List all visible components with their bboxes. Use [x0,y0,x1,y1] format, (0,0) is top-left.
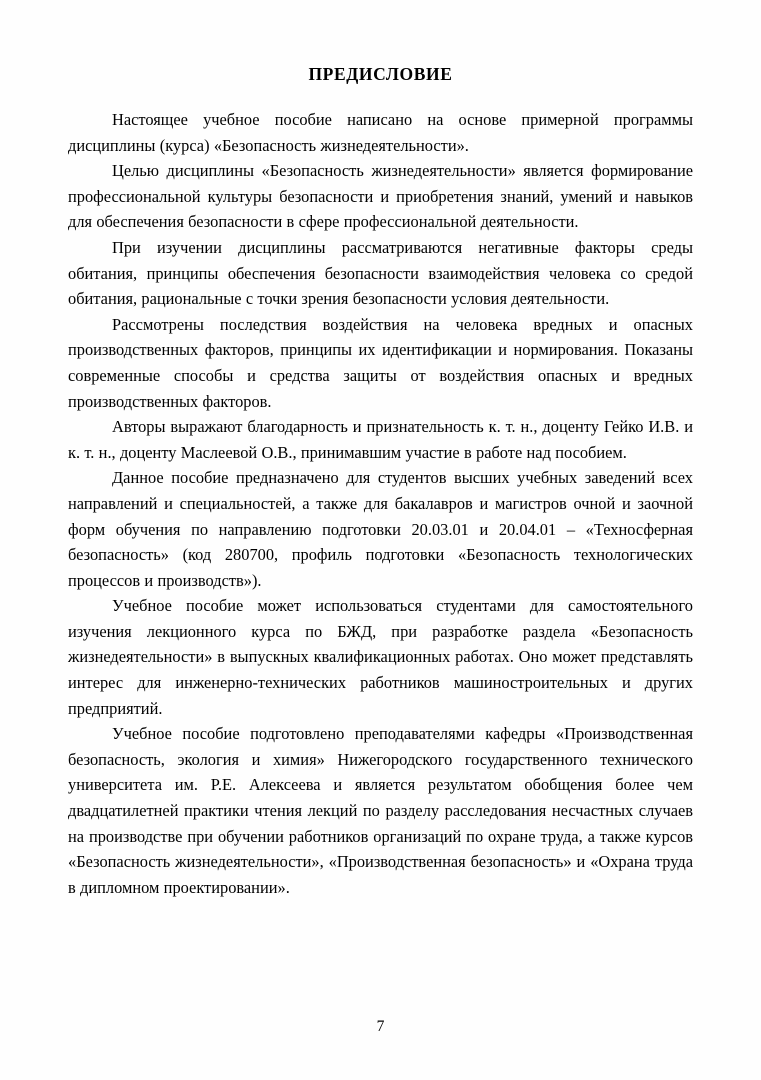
page-content [68,64,693,900]
paragraph: При изучении дисциплины рассматриваются негативные факторы среды обитания, принципы обеспечения безопасности взаимодействия человека со средой обитания, рациональные с точки зрения безопасности условия деятельности. [68,237,693,309]
page-number: 7 [376,1018,385,1035]
paragraph: Целью дисциплины «Безопасность жизнедеятельности» является формирование профессиональной культуры безопасности и приобретения знаний, умений и навыков для обеспечения безопасности в сфере профессиональной деятельности. [68,161,693,232]
paragraph: Данное пособие предназначено для студентов высших учебных заведений всех направлений и специальностей, а также для бакалавров и магистров очной и заочной форм обучения по направлению подготовки 20.03.01 и 20.04.01 – «Техносферная безопасность» (код 280700, профиль подготовки «Безопасность технологических процессов и производств»). [68,468,693,590]
paragraph: Рассмотрены последствия воздействия на человека вредных и опасных производственных факторов, принципы их идентификации и нормирования. Показаны современные способы и средства защиты от воздействия опасных и вредных производственных факторов. [68,314,693,411]
paragraph: Учебное пособие подготовлено преподавателями кафедры «Производственная безопасность, экология и химия» Нижегородского государственного технического университета им. Р.Е. Алексеева и является результатом обобщения более чем двадцатилетней практики чтения лекций по разделу расследования несчастных случаев на производстве при обучении работников организаций по охране труда, а также курсов «Безопасность жизнедеятельности», «Производственная безопасность» и «Охрана труда в дипломном проектировании». [68,724,693,897]
paragraph: Настоящее учебное пособие написано на основе примерной программы дисциплины (курса) «Безопасность жизнедеятельности». [68,110,693,155]
paragraph: Учебное пособие может использоваться студентами для самостоятельного изучения лекционного курса по БЖД, при разработке раздела «Безопасность жизнедеятельности» в выпускных квалификационных работах. Оно может представлять интерес для инженерно-технических работников машиностроительных и других предприятий. [68,596,693,718]
page-title: ПРЕДИСЛОВИЕ [308,64,453,84]
paragraph: Авторы выражают благодарность и признательность к. т. н., доценту Гейко И.В. и к. т. н., доценту Маслеевой О.В., принимавшим участие в работе над пособием. [68,417,693,462]
